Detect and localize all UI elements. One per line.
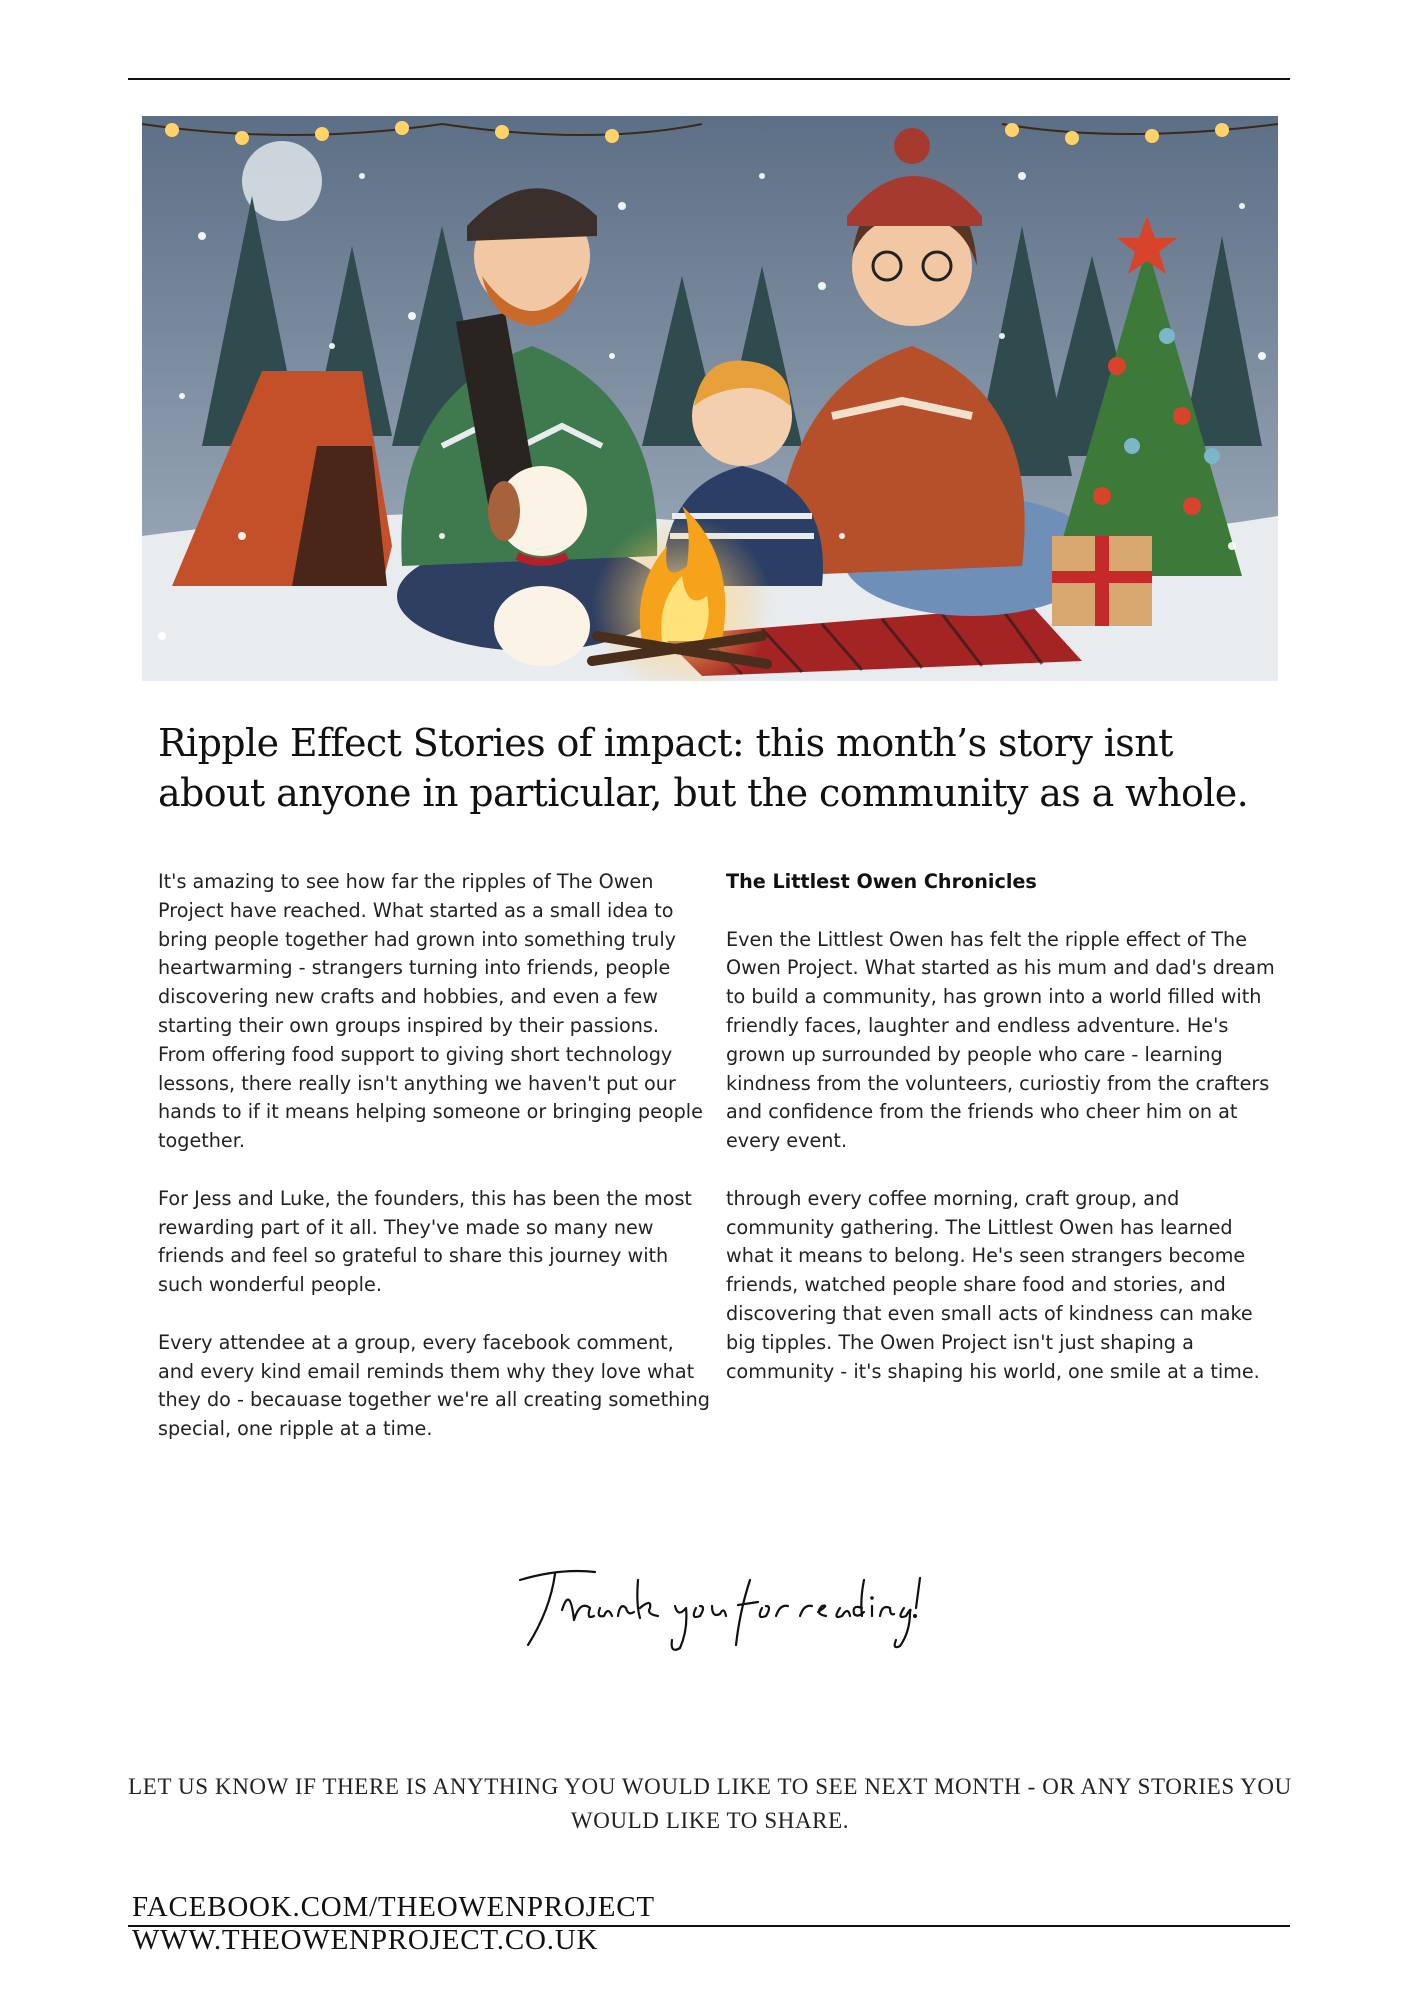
left-paragraph-1: It's amazing to see how far the ripples of The Owen Project have reached. What started as a small idea to bring people together had grown into something truly heartwarming - strangers turning into friends, people discovering new crafts and hobbies, and even a few starting their own groups inspired by their passions. From offering food support to giving short technology lessons, there really isn't anything we haven't put our hands to if it means helping someone or bringing people together. xyxy=(158,870,703,1153)
right-paragraph-1: Even the Littlest Owen has felt the ripple effect of The Owen Project. What started as his mum and dad's dream to build a community, has grown into a world filled with friendly faces, laughter and endless adventure. He's grown up surrounded by people who care - learning kindness from the volunteers, curiostiy from the crafters and confidence from the friends who cheer him on at every event. xyxy=(726,927,1275,1153)
facebook-link[interactable]: FACEBOOK.COM/THEOWENPROJECT xyxy=(132,1891,655,1923)
call-to-action: LET US KNOW IF THERE IS ANYTHING YOU WOULD LIKE TO SEE NEXT MONTH - OR ANY STORIES YOU WOULD LIKE TO SHARE. xyxy=(128,1774,1292,1833)
left-paragraph-3: Every attendee at a group, every facebook comment, and every kind email reminds them why they love what they do - becauase together we're all creating something special, one ripple at a time. xyxy=(158,1330,710,1441)
website-link[interactable]: WWW.THEOWENPROJECT.CO.UK xyxy=(132,1924,599,1956)
left-paragraph-2: For Jess and Luke, the founders, this has been the most rewarding part of it all. They've made so many new friends and feel so grateful to share this journey with such wonderful people. xyxy=(158,1186,692,1297)
top-divider xyxy=(128,78,1290,80)
right-column xyxy=(726,868,1278,1415)
left-column xyxy=(158,868,710,1473)
signature xyxy=(500,1550,930,1665)
hero-illustration xyxy=(142,116,1278,681)
section-heading: The Littlest Owen Chronicles xyxy=(726,870,1037,893)
page-title: Ripple Effect Stories of impact: this month’s story isnt about anyone in particular, but the community as a whole. xyxy=(158,721,1249,815)
right-paragraph-2: through every coffee morning, craft group, and community gathering. The Littlest Owen has learned what it means to belong. He's seen strangers become friends, watched people share food and stories, and discovering that even small acts of kindness can make big tipples. The Owen Project isn't just shaping a community - it's shaping his world, one smile at a time. xyxy=(726,1186,1260,1383)
bottom-divider xyxy=(128,1925,1290,1927)
footer-links xyxy=(132,1891,655,1957)
